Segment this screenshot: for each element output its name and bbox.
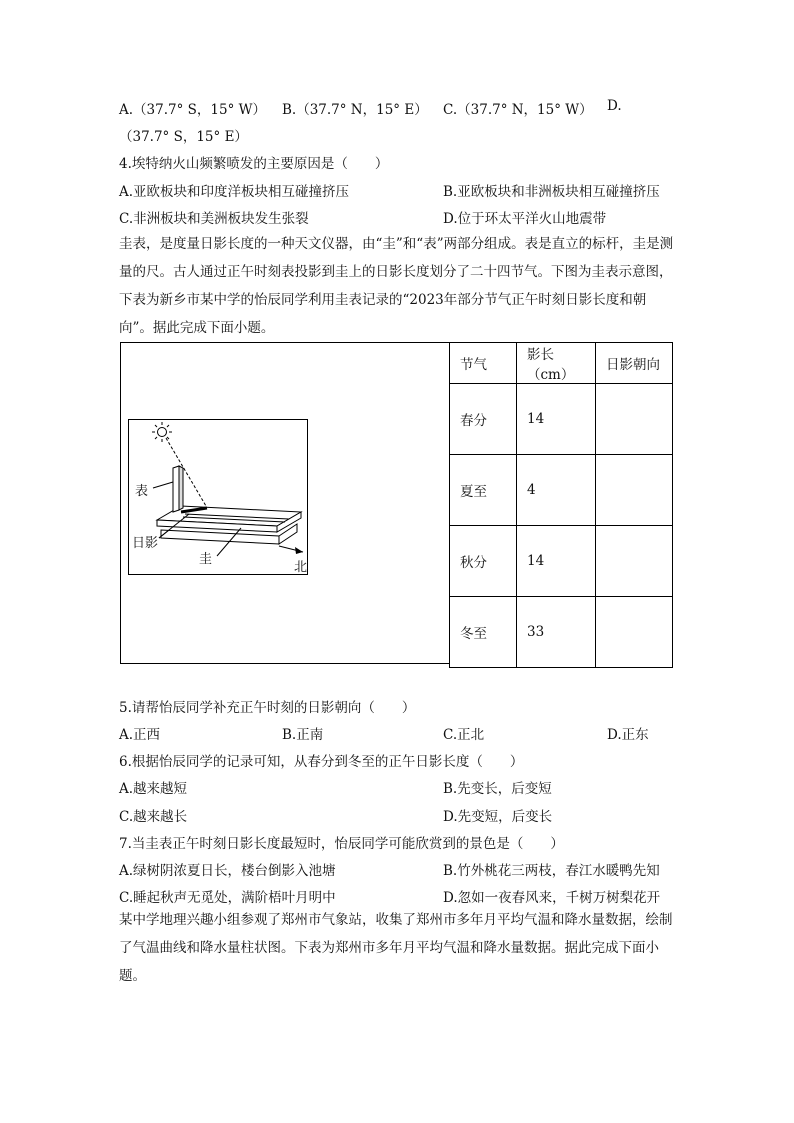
q4-option-a: A.亚欧板块和印度洋板块相互碰撞挤压 (119, 184, 350, 200)
q4-option-c: C.非洲板块和美洲板块发生张裂 (119, 211, 309, 227)
row-direction (596, 526, 673, 597)
q3-option-d-label: D. (607, 98, 622, 114)
q5-option-a: A.正西 (119, 727, 161, 743)
q3-option-b: B.（37.7° N，15° E） (282, 102, 428, 118)
row-term: 秋分 (450, 526, 517, 597)
gnomon-record-table (449, 342, 673, 668)
row-length: 33 (517, 597, 596, 668)
table-row (450, 597, 673, 668)
row-direction (596, 384, 673, 455)
q6-stem: 6.根据怡辰同学的记录可知，从春分到冬至的正午日影长度（ ） (119, 754, 524, 770)
q6-option-c: C.越来越长 (119, 809, 188, 825)
q4-stem: 4.埃特纳火山频繁喷发的主要原因是（ ） (119, 156, 389, 172)
q7-option-d: D.忽如一夜春风来，千树万树梨花开 (443, 890, 661, 906)
row-term: 春分 (450, 384, 517, 455)
row-direction (596, 455, 673, 526)
q7-option-c: C.睡起秋声无觅处，满阶梧叶月明中 (119, 890, 336, 906)
gnomon-figure (128, 419, 308, 575)
table-row (450, 455, 673, 526)
gnomon-diagram (129, 420, 309, 576)
header-term: 节气 (450, 343, 517, 384)
row-length: 4 (517, 455, 596, 526)
sun-icon (152, 422, 172, 442)
intro-paragraph: 圭表，是度量日影长度的一种天文仪器，由“圭”和“表”两部分组成。表是直立的标杆，圭是测量的尺。古人通过正午时刻表投影到圭上的日影长度划分了二十四节气。下图为圭表示意图，下表为新乡市某中学的怡辰同学利用圭表记录的“2023年部分节气正午时刻日影长度和朝向”。据此完成下面小题。 (119, 236, 674, 336)
q4-option-d: D.位于环太平洋火山地震带 (443, 211, 607, 227)
table-header-row (450, 343, 673, 384)
q5-option-c: C.正北 (443, 727, 485, 743)
q7-option-b: B.竹外桃花三两枝，春江水暖鸭先知 (443, 863, 660, 879)
q6-option-b: B.先变长，后变短 (443, 781, 552, 797)
header-direction: 日影朝向 (596, 343, 673, 384)
q7-option-a: A.绿树阴浓夏日长，楼台倒影入池塘 (119, 863, 336, 879)
row-length: 14 (517, 384, 596, 455)
q5-stem: 5.请帮怡辰同学补充正午时刻的日影朝向（ ） (119, 700, 416, 716)
q5-option-b: B.正南 (282, 727, 324, 743)
outro-paragraph: 某中学地理兴趣小组参观了郑州市气象站，收集了郑州市多年月平均气温和降水量数据，绘制了气温曲线和降水量柱状图。下表为郑州市多年月平均气温和降水量数据。据此完成下面小题。 (119, 912, 673, 984)
q3-option-c: C.（37.7° N，15° W） (443, 102, 593, 118)
header-length: 影长（cm） (517, 343, 596, 384)
row-term: 冬至 (450, 597, 517, 668)
q6-option-a: A.越来越短 (119, 781, 188, 797)
q6-option-d: D.先变短，后变长 (443, 809, 553, 825)
row-term: 夏至 (450, 455, 517, 526)
q3-option-a: A.（37.7° S，15° W） (119, 102, 266, 118)
q5-option-d: D.正东 (607, 727, 649, 743)
label-riying: 日影 (132, 536, 159, 551)
row-direction (596, 597, 673, 668)
q4-option-b: B.亚欧板块和非洲板块相互碰撞挤压 (443, 184, 660, 200)
q7-stem: 7.当圭表正午时刻日影长度最短时，怡辰同学可能欣赏到的景色是（ ） (119, 836, 564, 852)
label-bei: 北 (294, 560, 308, 575)
table-row (450, 384, 673, 455)
table-row (450, 526, 673, 597)
label-biao: 表 (135, 484, 149, 499)
q3-option-d-value: （37.7° S，15° E） (119, 129, 248, 145)
label-gui: 圭 (199, 552, 213, 567)
row-length: 14 (517, 526, 596, 597)
